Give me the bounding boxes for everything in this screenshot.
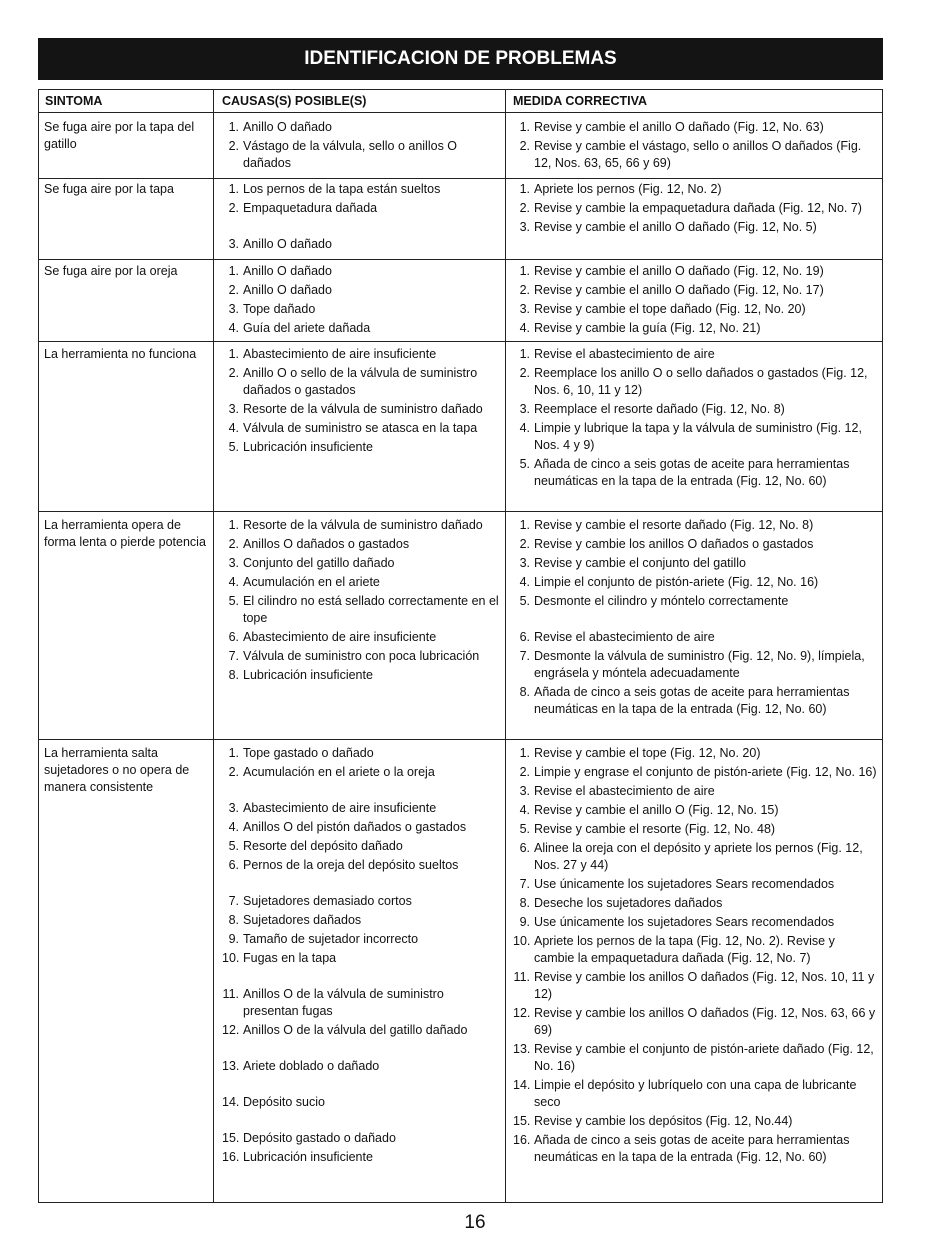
list-item: 3. Revise y cambie el tope dañado (Fig. 12, No. 20): [519, 302, 806, 316]
list-item: 15. Revise y cambie los depósitos (Fig. 12, No.44): [513, 1114, 793, 1128]
list-item: 4. Revise y cambie la guía (Fig. 12, No. 21): [519, 321, 761, 335]
page-title: IDENTIFICACION DE PROBLEMAS: [38, 38, 883, 80]
header-symptom: SINTOMA: [45, 94, 103, 108]
list-item: 8. Lubricación insuficiente: [228, 668, 373, 682]
row-divider: [39, 112, 882, 113]
symptom-cell: La herramienta salta sujetadores o no opera de manera consistente: [44, 746, 190, 794]
list-item: 4. Revise y cambie el anillo O (Fig. 12, No. 15): [519, 803, 779, 817]
list-item: 2. Acumulación en el ariete o la oreja: [228, 765, 435, 779]
actions-list: [513, 181, 878, 236]
list-item: 2. Anillo O dañado: [228, 283, 332, 297]
actions-list: [513, 517, 878, 718]
symptom-cell: Se fuga aire por la oreja: [44, 264, 178, 278]
list-item: 4. Guía del ariete dañada: [228, 321, 371, 335]
list-item: 2. Limpie y engrase el conjunto de pistón-ariete (Fig. 12, No. 16): [519, 765, 877, 779]
list-item: 1. Resorte de la válvula de suministro dañado: [228, 518, 483, 532]
list-item: 2. Revise y cambie el vástago, sello o anillos O dañados (Fig. 12, Nos. 63, 65, 66 y 69): [519, 139, 862, 170]
list-item: 7. Válvula de suministro con poca lubricación: [228, 649, 480, 663]
list-item: 4. Limpie el conjunto de pistón-ariete (Fig. 12, No. 16): [519, 575, 819, 589]
list-item: 5. Lubricación insuficiente: [228, 440, 373, 454]
list-item: 10. Fugas en la tapa: [222, 951, 337, 965]
list-item: 3. Anillo O dañado: [228, 237, 332, 251]
list-item: 3. Revise y cambie el conjunto del gatillo: [519, 556, 746, 570]
list-item: 2. Vástago de la válvula, sello o anillos O dañados: [228, 139, 458, 170]
list-item: 1. Revise y cambie el resorte dañado (Fig. 12, No. 8): [519, 518, 814, 532]
actions-list: [513, 263, 878, 337]
list-item: 5. El cilindro no está sellado correctamente en el tope: [228, 594, 499, 625]
symptom-cell: Se fuga aire por la tapa: [44, 182, 174, 196]
list-item: 5. Desmonte el cilindro y móntelo correctamente: [519, 594, 789, 608]
list-item: 3. Revise y cambie el anillo O dañado (Fig. 12, No. 5): [519, 220, 817, 234]
list-item: 12. Anillos O de la válvula del gatillo dañado: [222, 1023, 468, 1037]
list-item: 3. Conjunto del gatillo dañado: [228, 556, 395, 570]
list-item: 2. Revise y cambie la empaquetadura dañada (Fig. 12, No. 7): [519, 201, 862, 215]
row-divider: [39, 739, 882, 740]
list-item: 14. Depósito sucio: [222, 1095, 325, 1109]
header-actions: MEDIDA CORRECTIVA: [513, 94, 648, 108]
list-item: 15. Depósito gastado o dañado: [222, 1131, 396, 1145]
list-item: 11. Anillos O de la válvula de suministro presentan fugas: [222, 987, 444, 1018]
list-item: 2. Anillo O o sello de la válvula de suministro dañados o gastados: [228, 366, 478, 397]
list-item: 3. Resorte de la válvula de suministro dañado: [228, 402, 483, 416]
actions-list: [513, 745, 878, 1166]
list-item: 9. Tamaño de sujetador incorrecto: [228, 932, 419, 946]
list-item: 4. Anillos O del pistón dañados o gastados: [228, 820, 467, 834]
list-item: 1. Tope gastado o dañado: [228, 746, 374, 760]
list-item: 12. Revise y cambie los anillos O dañados (Fig. 12, Nos. 63, 66 y 69): [513, 1006, 876, 1037]
causes-list: [222, 119, 502, 172]
column-divider: [213, 90, 214, 1202]
causes-list: [222, 517, 502, 684]
header-causes: CAUSAS(S) POSIBLE(S): [222, 94, 367, 108]
list-item: 7. Desmonte la válvula de suministro (Fig. 12, No. 9), límpiela, engrásela y móntela adecuadamente: [519, 649, 865, 680]
row-divider: [39, 511, 882, 512]
list-item: 1. Revise el abastecimiento de aire: [519, 347, 715, 361]
list-item: 4. Acumulación en el ariete: [228, 575, 380, 589]
list-item: 8. Sujetadores dañados: [228, 913, 362, 927]
list-item: 16. Lubricación insuficiente: [222, 1150, 373, 1164]
list-item: 4. Válvula de suministro se atasca en la tapa: [228, 421, 478, 435]
list-item: 2. Anillos O dañados o gastados: [228, 537, 410, 551]
list-item: 6. Revise el abastecimiento de aire: [519, 630, 715, 644]
actions-list: [513, 119, 878, 172]
list-item: 5. Añada de cinco a seis gotas de aceite para herramientas neumáticas en la tapa de la entrada (Fig. 12, No. 60): [519, 457, 850, 488]
list-item: 7. Sujetadores demasiado cortos: [228, 894, 412, 908]
symptom-cell: La herramienta opera de forma lenta o pierde potencia: [44, 518, 206, 549]
list-item: 1. Revise y cambie el anillo O dañado (Fig. 12, No. 19): [519, 264, 824, 278]
list-item: 5. Resorte del depósito dañado: [228, 839, 403, 853]
list-item: 1. Anillo O dañado: [228, 120, 332, 134]
list-item: 7. Use únicamente los sujetadores Sears recomendados: [519, 877, 835, 891]
list-item: 4. Limpie y lubrique la tapa y la válvula de suministro (Fig. 12, Nos. 4 y 9): [519, 421, 862, 452]
causes-list: [222, 346, 502, 456]
troubleshooting-table: [38, 89, 883, 1203]
list-item: 1. Revise y cambie el anillo O dañado (Fig. 12, No. 63): [519, 120, 824, 134]
page-number: 16: [464, 1212, 486, 1233]
list-item: 8. Deseche los sujetadores dañados: [519, 896, 723, 910]
list-item: 10. Apriete los pernos de la tapa (Fig. 12, No. 2). Revise y cambie la empaquetadura dañada (Fig. 12, No. 7): [513, 934, 835, 965]
row-divider: [39, 259, 882, 260]
causes-list: [222, 745, 502, 1166]
list-item: 1. Revise y cambie el tope (Fig. 12, No. 20): [519, 746, 761, 760]
list-item: 1. Apriete los pernos (Fig. 12, No. 2): [519, 182, 722, 196]
list-item: 8. Añada de cinco a seis gotas de aceite para herramientas neumáticas en la tapa de la entrada (Fig. 12, No. 60): [519, 685, 850, 716]
list-item: 6. Pernos de la oreja del depósito sueltos: [228, 858, 459, 872]
list-item: 3. Revise el abastecimiento de aire: [519, 784, 715, 798]
list-item: 5. Revise y cambie el resorte (Fig. 12, No. 48): [519, 822, 776, 836]
list-item: 6. Abastecimiento de aire insuficiente: [228, 630, 437, 644]
list-item: 1. Los pernos de la tapa están sueltos: [228, 182, 441, 196]
list-item: 2. Reemplace los anillo O o sello dañados o gastados (Fig. 12, Nos. 6, 10, 11 y 12): [519, 366, 868, 397]
row-divider: [39, 341, 882, 342]
causes-list: [222, 263, 502, 337]
list-item: 9. Use únicamente los sujetadores Sears recomendados: [519, 915, 835, 929]
row-divider: [39, 178, 882, 179]
list-item: 11. Revise y cambie los anillos O dañados (Fig. 12, Nos. 10, 11 y 12): [513, 970, 875, 1001]
list-item: 1. Anillo O dañado: [228, 264, 332, 278]
actions-list: [513, 346, 878, 490]
column-divider: [505, 90, 506, 1202]
list-item: 16. Añada de cinco a seis gotas de aceite para herramientas neumáticas en la tapa de la entrada (Fig. 12, No. 60): [513, 1133, 850, 1164]
list-item: 2. Revise y cambie los anillos O dañados o gastados: [519, 537, 814, 551]
causes-list: [222, 181, 502, 253]
symptom-cell: Se fuga aire por la tapa del gatillo: [44, 120, 195, 151]
list-item: 13. Revise y cambie el conjunto de pistón-ariete dañado (Fig. 12, No. 16): [513, 1042, 874, 1073]
list-item: 3. Abastecimiento de aire insuficiente: [228, 801, 437, 815]
list-item: 2. Empaquetadura dañada: [228, 201, 378, 215]
list-item: 3. Tope dañado: [228, 302, 316, 316]
list-item: 1. Abastecimiento de aire insuficiente: [228, 347, 437, 361]
list-item: 13. Ariete doblado o dañado: [222, 1059, 380, 1073]
list-item: 2. Revise y cambie el anillo O dañado (Fig. 12, No. 17): [519, 283, 824, 297]
list-item: 6. Alinee la oreja con el depósito y apriete los pernos (Fig. 12, Nos. 27 y 44): [519, 841, 863, 872]
symptom-cell: La herramienta no funciona: [44, 347, 197, 361]
list-item: 3. Reemplace el resorte dañado (Fig. 12, No. 8): [519, 402, 785, 416]
list-item: 14. Limpie el depósito y lubríquelo con una capa de lubricante seco: [513, 1078, 857, 1109]
